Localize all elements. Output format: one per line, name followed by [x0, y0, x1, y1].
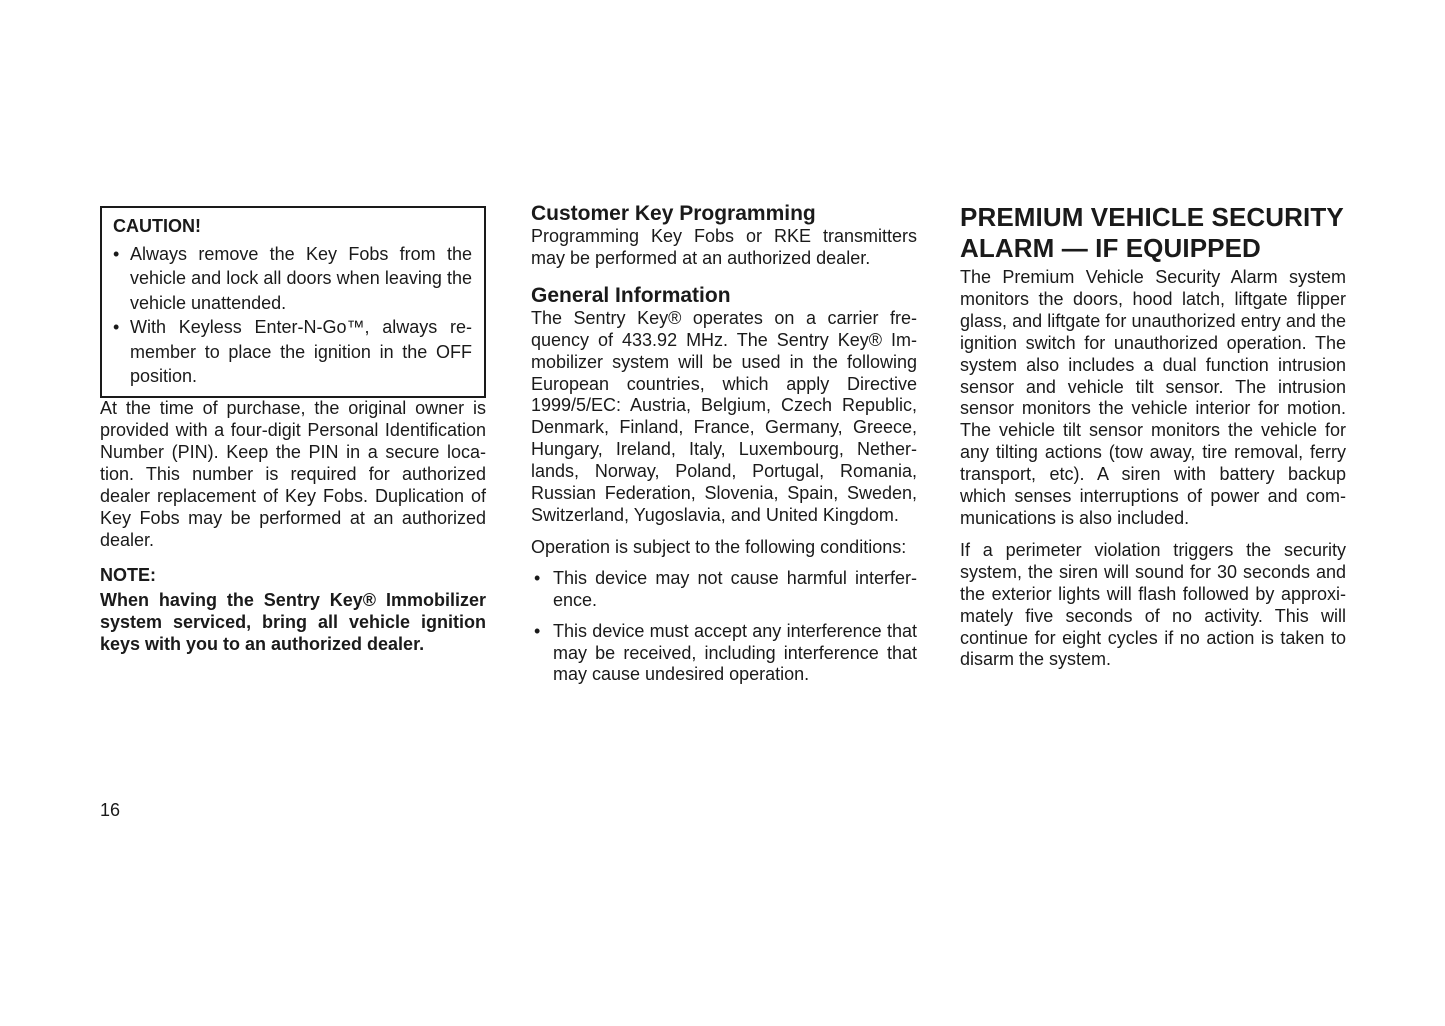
- note-title: NOTE:: [100, 564, 156, 585]
- page-number: 16: [100, 800, 121, 820]
- perimeter-violation-paragraph: If a perimeter violation triggers the security system, the siren will sound for 30 seconds and the exterior lights will flash followed by approximately five seconds of no activity. This will continue for eight cycles if no action is taken to disarm the system.: [960, 539, 1346, 670]
- pin-paragraph: At the time of purchase, the original owner is provided with a four-digit Personal Identification Number (PIN). Keep the PIN in a secure location. This number is required for authorized dealer replacement of Key Fobs. Duplication of Key Fobs may be performed at an authorized dealer.: [100, 398, 486, 550]
- caution-list: [113, 242, 472, 388]
- left-column: [100, 202, 486, 655]
- conditions-list: [531, 568, 917, 687]
- note-text: When having the Sentry Key® Immobilizer system serviced, bring all vehicle ignition keys with you to an authorized dealer.: [100, 589, 486, 654]
- caution-title: CAUTION!: [113, 216, 201, 236]
- general-information-heading: General Information: [531, 283, 731, 307]
- caution-item: • Always remove the Key Fobs from the vehicle and lock all doors when leaving the vehicle unattended.: [113, 242, 472, 315]
- condition-item: • This device must accept any interference that may be received, including interference that may cause undesired operation.: [531, 621, 917, 687]
- caution-item: • With Keyless Enter-N-Go™, always remember to place the ignition in the OFF position.: [113, 315, 472, 388]
- premium-alarm-heading: PREMIUM VEHICLE SECURITY ALARM — IF EQUIPPED: [960, 202, 1344, 263]
- conditions-paragraph: Operation is subject to the following conditions:: [531, 536, 907, 557]
- customer-key-programming-heading: Customer Key Programming: [531, 202, 816, 225]
- customer-key-programming-paragraph: Programming Key Fobs or RKE transmitters may be performed at an authorized dealer.: [531, 226, 917, 268]
- premium-alarm-paragraph: The Premium Vehicle Security Alarm system monitors the doors, hood latch, liftgate flipper glass, and liftgate for unauthorized entry and the ignition switch for unauthorized operation. The system also includes a dual function intrusion sensor and vehicle tilt sensor. The intrusion sensor monitors the vehicle interior for motion. The vehicle tilt sensor monitors the vehicle for any tilting actions (tow away, tire removal, ferry transport, etc). A siren with battery backup which senses interruptions of power and communications is also included.: [960, 267, 1346, 528]
- general-information-paragraph: The Sentry Key® operates on a carrier frequency of 433.92 MHz. The Sentry Key® Immobilizer system will be used in the following European countries, which apply Directive 1999/5/EC: Austria, Belgium, Czech Republic, Denmark, Finland, France, Germany, Greece, Hungary, Ireland, Italy, Luxembourg, Netherlands, Norway, Poland, Portugal, Romania, Russian Federation, Slovenia, Spain, Sweden, Switzerland, Yugoslavia, and United Kingdom.: [531, 307, 917, 525]
- caution-box: [100, 206, 486, 398]
- middle-column: [531, 202, 917, 695]
- right-column: [960, 202, 1346, 671]
- condition-item: • This device may not cause harmful interference.: [531, 568, 917, 612]
